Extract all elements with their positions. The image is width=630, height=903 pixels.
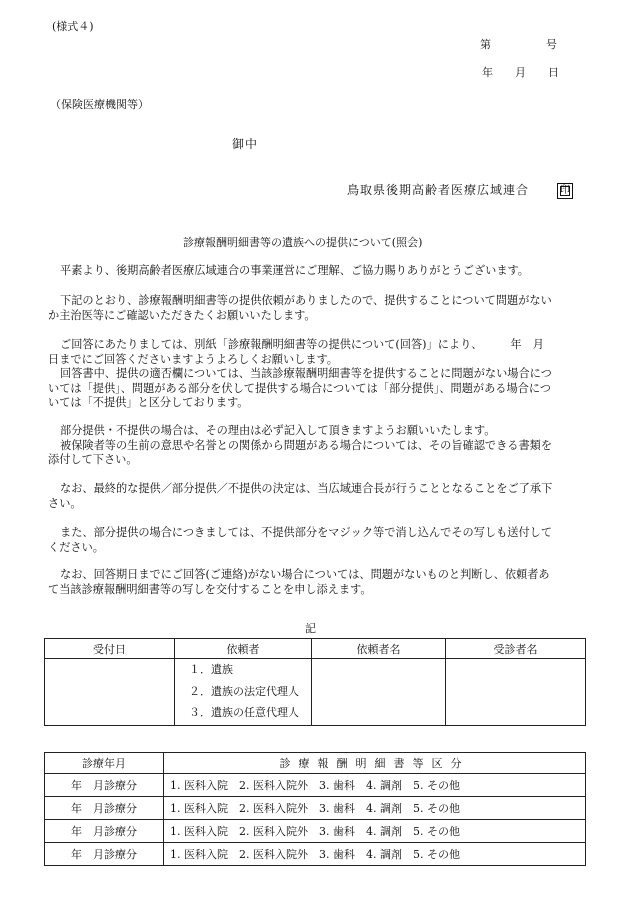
body-paragraph-2 (48, 294, 584, 323)
paragraph-line: いては「不提供」と区分しております。 (48, 396, 249, 409)
header-received-date: 受付日 (45, 639, 175, 659)
table-row (45, 797, 586, 820)
claim-category-cell[interactable]: 1. 医科入院 2. 医科入院外 3. 歯科 4. 調剤 5. その他 (164, 843, 586, 866)
paragraph-line: さい。 (48, 496, 82, 510)
paragraph-line: いては「提供」、問題がある部分を伏して提供する場合については「部分提供」、問題がある場合につ (48, 381, 551, 395)
paragraph-line: 日までにご回答くださいますようよろしくお願いします。 (48, 352, 338, 366)
header-treatment-month: 診療年月 (45, 753, 164, 774)
body-paragraph-5 (48, 482, 584, 511)
paragraph-line: か主治医等にご確認いただきたくお願いいたします。 (48, 308, 316, 322)
paragraph-line: 平素より、後期高齢者医療広域連合の事業運営にご理解、ご協力賜りありがとうございます。 (60, 264, 529, 277)
claim-category-cell[interactable]: 1. 医科入院 2. 医科入院外 3. 歯科 4. 調剤 5. その他 (164, 797, 586, 820)
table-row (45, 820, 586, 843)
requester-options (175, 659, 311, 724)
paragraph-line: ください。 (48, 540, 104, 554)
header-claim-category: 診療報酬明細書等区分 (164, 753, 586, 774)
header-requester-name: 依頼者名 (312, 639, 446, 659)
body-paragraph-4 (48, 424, 584, 468)
ki-heading: 記 (305, 622, 316, 635)
requester-option[interactable]: ３．遺族の任意代理人 (189, 706, 299, 719)
treatment-month-cell[interactable]: 年 月診療分 (45, 843, 164, 866)
paragraph-line: 添付して下さい。 (48, 453, 138, 466)
header-requester: 依頼者 (175, 639, 312, 659)
table-row (45, 774, 586, 797)
claim-category-cell[interactable]: 1. 医科入院 2. 医科入院外 3. 歯科 4. 調剤 5. その他 (164, 820, 586, 843)
body-paragraph-1 (48, 264, 584, 279)
document-title: 診療報酬明細書等の遺族への提供について(照会) (183, 236, 423, 249)
received-date-cell[interactable] (45, 659, 175, 726)
paragraph-line: 部分提供・不提供の場合は、その理由は必ず記入して頂きますようお願いいたします。 (60, 424, 496, 437)
request-table (44, 638, 586, 726)
body-paragraph-3 (48, 338, 584, 411)
paragraph-line: 被保険者等の生前の意思や名誉との関係から問題がある場合については、その旨確認できる書類を (60, 438, 553, 452)
paragraph-line: て当該診療報酬明細書等の写しを交付することを申し添えます。 (48, 582, 372, 596)
form-number: (様式４) (52, 20, 94, 33)
document-number: 第 号 (480, 38, 557, 51)
treatment-month-cell[interactable]: 年 月診療分 (45, 797, 164, 820)
sender-name: 鳥取県後期高齢者医療広域連合 (347, 183, 530, 197)
paragraph-line: なお、最終的な提供／部分提供／不提供の決定は、当広域連合長が行うこととなることをご了承下 (60, 482, 553, 495)
requester-name-cell[interactable] (312, 659, 446, 726)
treatment-month-cell[interactable]: 年 月診療分 (45, 774, 164, 797)
body-paragraph-6 (48, 526, 584, 555)
request-table-header (45, 639, 586, 659)
requester-option[interactable]: １．遺族 (189, 663, 233, 676)
addressee: （保険医療機関等） (50, 98, 149, 111)
claim-table-header (45, 753, 586, 774)
paragraph-line: また、部分提供の場合につきましては、不提供部分をマジック等で消し込んでその写しも送付して (60, 526, 553, 539)
paragraph-line: 回答書中、提供の適否欄については、当該診療報酬明細書等を提供することに問題がない場合につ (60, 367, 552, 380)
body-paragraph-7 (48, 568, 584, 597)
claim-category-cell[interactable]: 1. 医科入院 2. 医科入院外 3. 歯科 4. 調剤 5. その他 (164, 774, 586, 797)
date-line: 年 月 日 (482, 66, 559, 79)
claim-table (44, 752, 586, 866)
requester-option[interactable]: ２．遺族の法定代理人 (189, 684, 299, 698)
patient-name-cell[interactable] (446, 659, 586, 726)
paragraph-line: 下記のとおり、診療報酬明細書等の提供依頼がありましたので、提供することについて問題がない (60, 294, 552, 307)
official-seal: 印 (557, 183, 573, 199)
paragraph-line: ご回答にあたりましては、別紙「診療報酬明細書等の提供について(回答)」により、 年 月 (60, 338, 544, 351)
onchu: 御中 (232, 137, 259, 151)
request-table-row (45, 659, 586, 726)
header-patient-name: 受診者名 (446, 639, 586, 659)
table-row (45, 843, 586, 866)
paragraph-line: なお、回答期日までにご回答(ご連絡)がない場合については、問題がないものと判断し、依頼者あ (60, 568, 550, 581)
requester-cell (175, 659, 312, 726)
treatment-month-cell[interactable]: 年 月診療分 (45, 820, 164, 843)
